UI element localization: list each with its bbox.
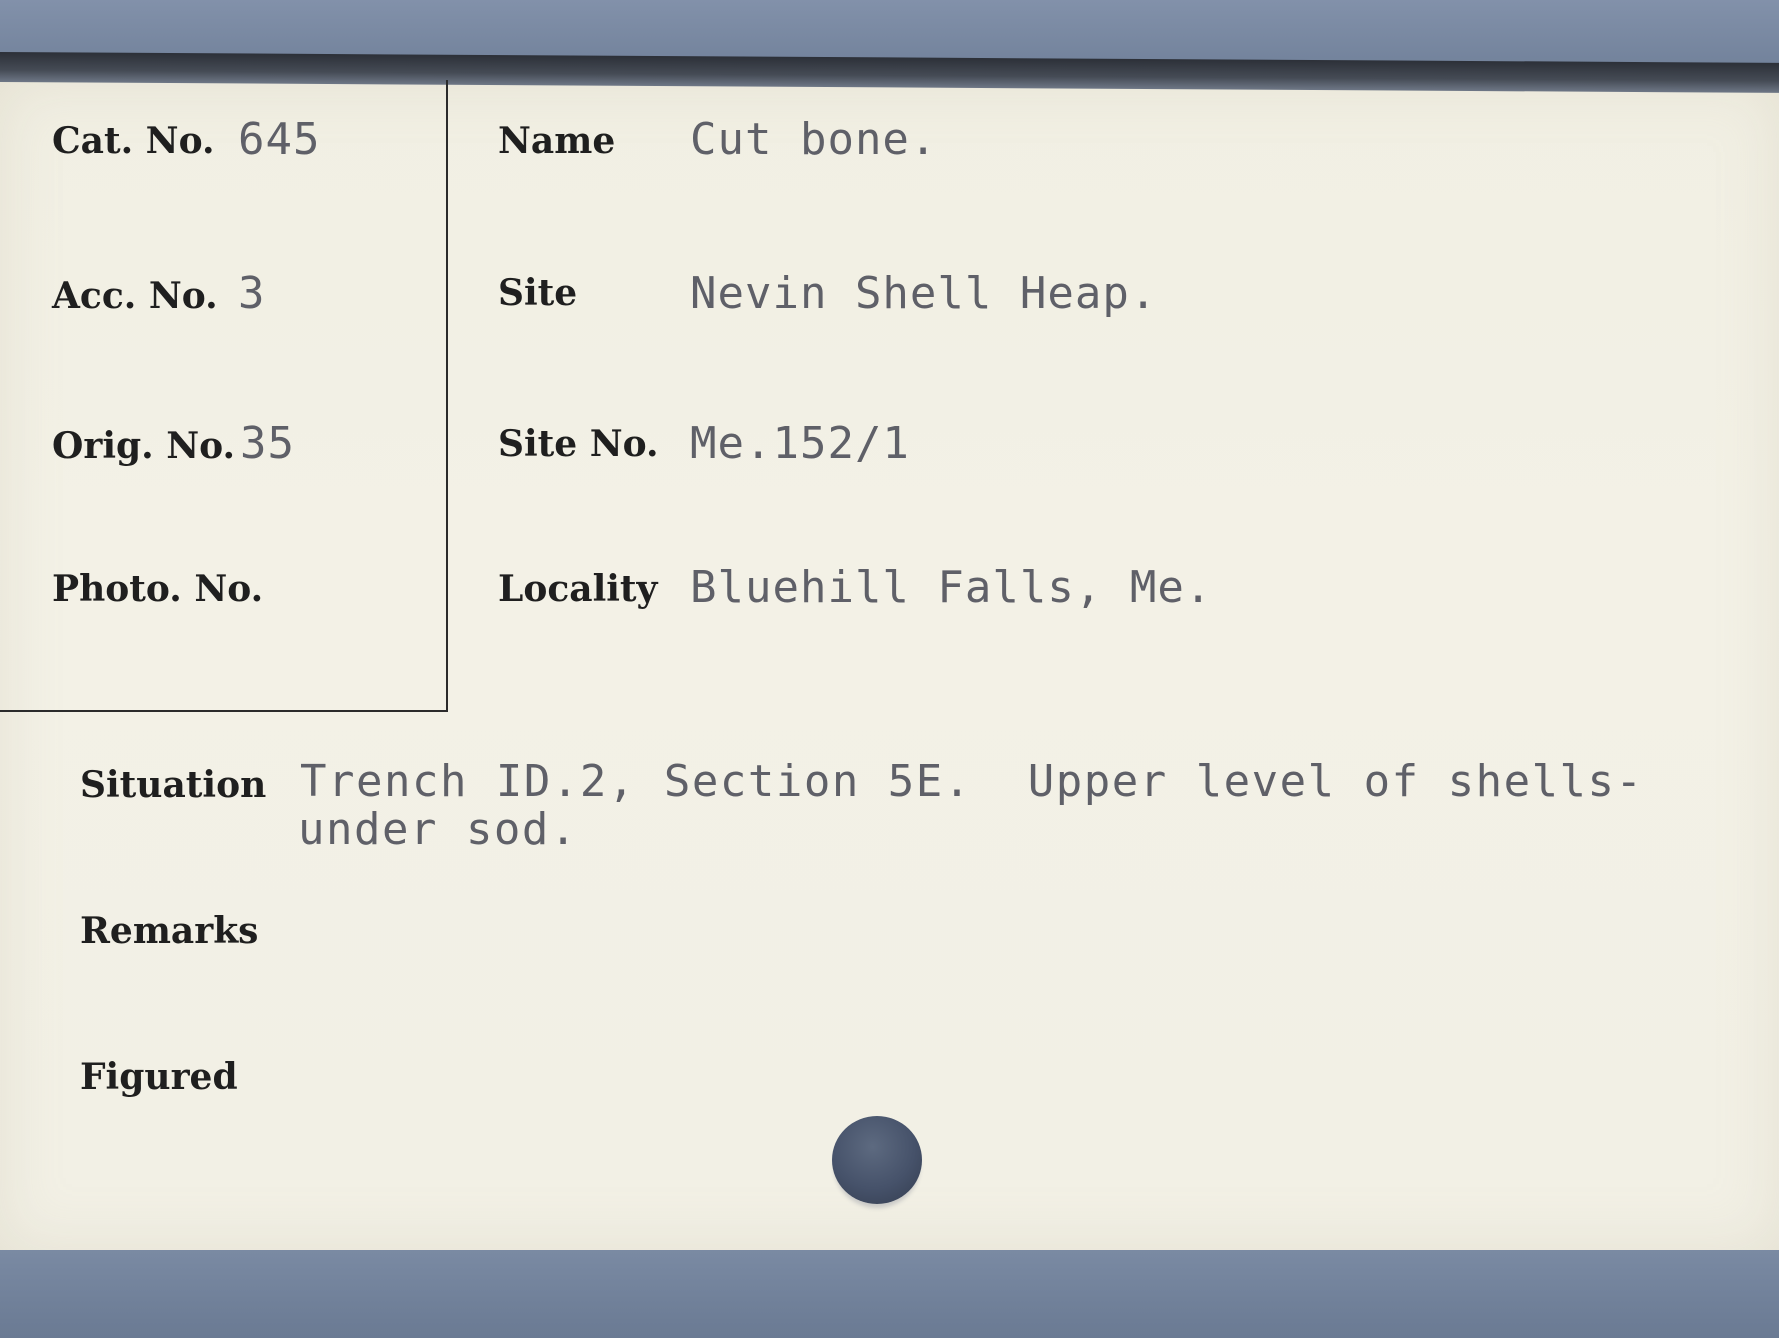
remarks-label: Remarks bbox=[80, 910, 259, 952]
locality-value: Bluehill Falls, Me. bbox=[690, 562, 1213, 613]
identification-box bbox=[0, 80, 448, 712]
figured-label: Figured bbox=[80, 1056, 238, 1098]
locality-label: Locality bbox=[498, 568, 658, 610]
scanner-background-bottom bbox=[0, 1250, 1779, 1338]
card-punch-hole bbox=[832, 1116, 922, 1204]
situation-label: Situation bbox=[80, 764, 267, 806]
acc-no-label: Acc. No. bbox=[52, 275, 218, 317]
site-label: Site bbox=[498, 272, 578, 314]
orig-no-label: Orig. No. bbox=[52, 425, 236, 467]
situation-line-2: under sod. bbox=[298, 804, 578, 855]
site-no-value: Me.152/1 bbox=[690, 418, 910, 469]
acc-no-value: 3 bbox=[238, 268, 266, 319]
cat-no-label: Cat. No. bbox=[52, 120, 215, 162]
site-no-label: Site No. bbox=[498, 423, 659, 465]
photo-no-label: Photo. No. bbox=[52, 568, 264, 610]
name-value: Cut bone. bbox=[690, 114, 938, 165]
name-label: Name bbox=[498, 120, 616, 162]
site-value: Nevin Shell Heap. bbox=[690, 268, 1158, 319]
orig-no-value: 35 bbox=[240, 418, 295, 469]
situation-value bbox=[300, 758, 1644, 854]
situation-line-1: Trench ID.2, Section 5E. Upper level of shells- bbox=[300, 756, 1644, 807]
cat-no-value: 645 bbox=[238, 114, 321, 165]
